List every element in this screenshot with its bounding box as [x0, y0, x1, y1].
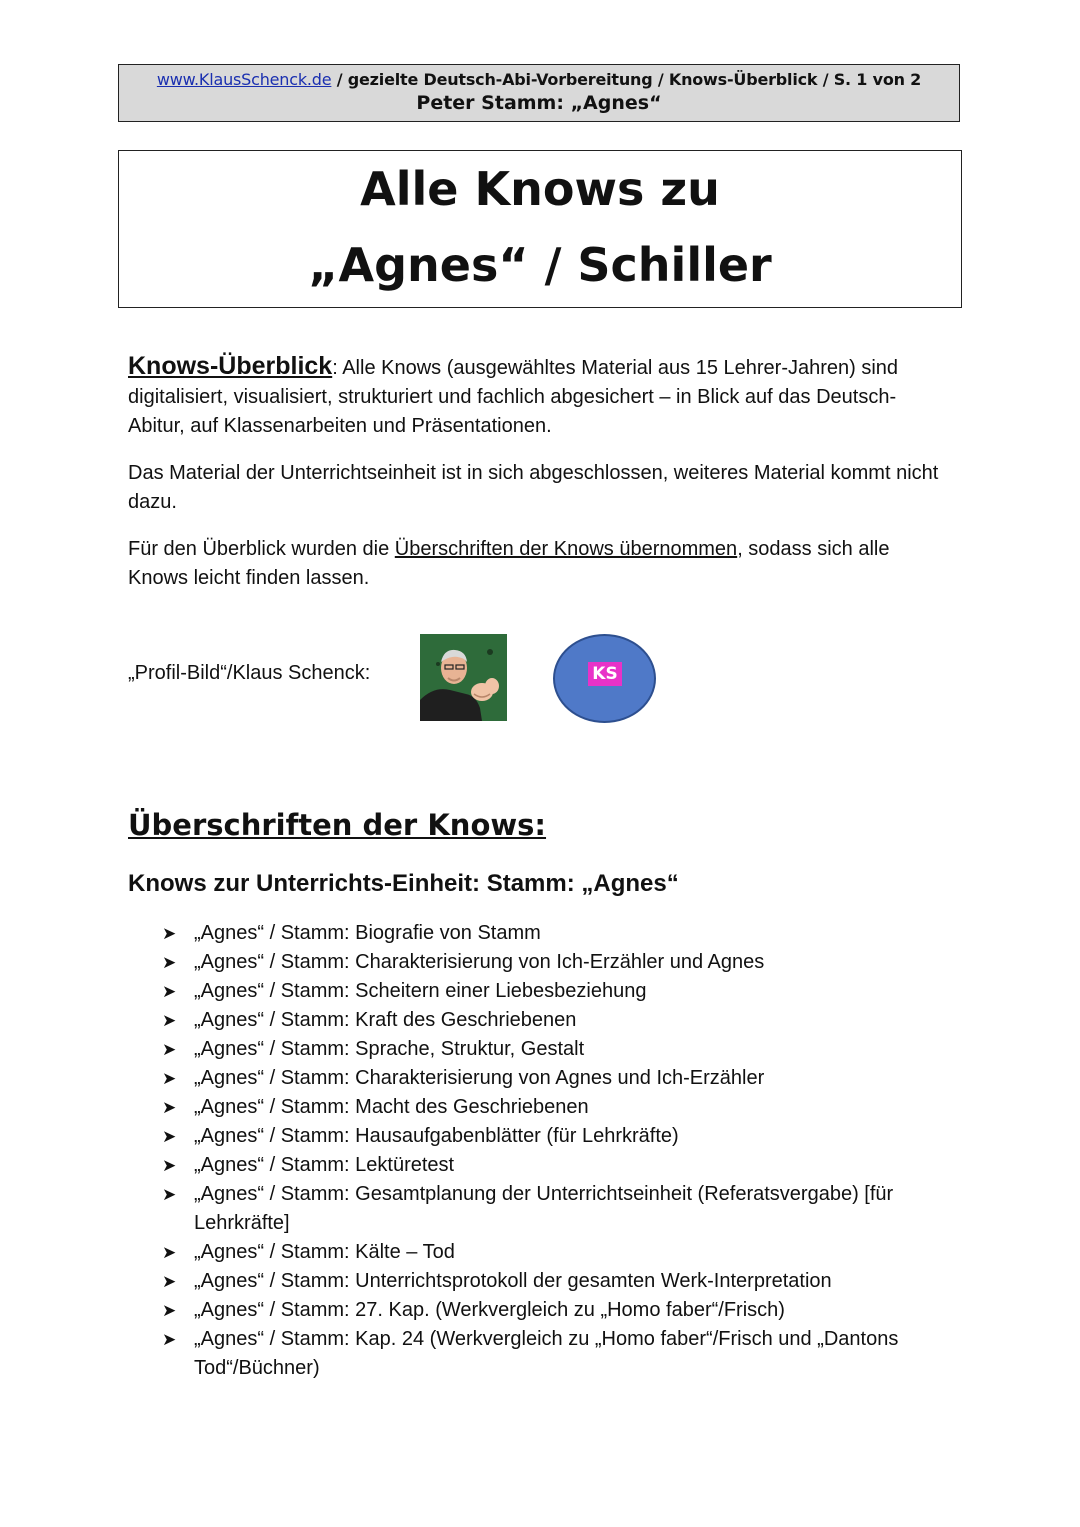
arrowhead-bullet-icon: ➤: [162, 924, 177, 943]
list-item-text: „Agnes“ / Stamm: Gesamtplanung der Unterrichtseinheit (Referatsvergabe) [für Lehrkräfte]: [194, 1183, 894, 1234]
title-line-2: „Agnes“ / Schiller: [308, 238, 772, 292]
arrowhead-bullet-icon: ➤: [162, 1330, 177, 1349]
list-item: [160, 919, 950, 948]
list-item-text: „Agnes“ / Stamm: Kap. 24 (Werkvergleich zu „Homo faber“/Frisch und „Dantons Tod“/Büchner): [194, 1328, 899, 1379]
arrowhead-bullet-icon: ➤: [162, 1127, 177, 1146]
header-breadcrumb: / gezielte Deutsch-Abi-Vorbereitung / Knows-Überblick / S. 1 von 2: [331, 70, 922, 89]
list-item: [160, 1093, 950, 1122]
list-item-text: „Agnes“ / Stamm: Scheitern einer Liebesbeziehung: [194, 980, 647, 1002]
list-item: [160, 977, 950, 1006]
arrowhead-bullet-icon: ➤: [162, 1069, 177, 1088]
list-item: [160, 1035, 950, 1064]
subsection-title: Knows zur Unterrichts-Einheit: Stamm: „Agnes“: [128, 870, 679, 897]
list-item-text: „Agnes“ / Stamm: Charakterisierung von Ich-Erzähler und Agnes: [194, 951, 765, 973]
arrowhead-bullet-icon: ➤: [162, 1098, 177, 1117]
intro-text-3a: Für den Überblick wurden die: [128, 538, 395, 560]
arrowhead-bullet-icon: ➤: [162, 1185, 177, 1204]
profile-photo: [420, 634, 507, 721]
section-title: Überschriften der Knows:: [128, 808, 547, 842]
intro-text-1: : Alle Knows (ausgewähltes Material aus 15 Lehrer-Jahren) sind digitalisiert, visualisiert, strukturiert und fachlich abgesichert – in Blick auf das Deutsch-Abitur, auf Klassenarbeiten und Präsentationen.: [128, 357, 899, 437]
list-item-text: „Agnes“ / Stamm: 27. Kap. (Werkvergleich zu „Homo faber“/Frisch): [194, 1299, 785, 1321]
ks-logo-badge: KS: [588, 662, 622, 686]
arrowhead-bullet-icon: ➤: [162, 1156, 177, 1175]
page-header: [118, 64, 960, 122]
list-item: [160, 1180, 950, 1238]
list-item-text: „Agnes“ / Stamm: Unterrichtsprotokoll der gesamten Werk-Interpretation: [194, 1270, 832, 1292]
list-item: [160, 1006, 950, 1035]
arrowhead-bullet-icon: ➤: [162, 953, 177, 972]
intro-label: Knows-Überblick: [128, 352, 333, 380]
header-subtitle: Peter Stamm: „Agnes“: [416, 92, 662, 114]
list-item-text: „Agnes“ / Stamm: Macht des Geschriebenen: [194, 1096, 589, 1118]
intro-paragraph-3: [128, 535, 948, 593]
profile-label: „Profil-Bild“/Klaus Schenck:: [128, 662, 371, 684]
arrowhead-bullet-icon: ➤: [162, 1011, 177, 1030]
list-item-text: „Agnes“ / Stamm: Biografie von Stamm: [194, 922, 541, 944]
intro-underlined-phrase: Überschriften der Knows übernommen: [394, 538, 738, 560]
list-item: [160, 948, 950, 977]
intro-section: [128, 352, 948, 611]
arrowhead-bullet-icon: ➤: [162, 1243, 177, 1262]
arrowhead-bullet-icon: ➤: [162, 1272, 177, 1291]
list-item-text: „Agnes“ / Stamm: Lektüretest: [194, 1154, 455, 1176]
intro-paragraph-2: Das Material der Unterrichtseinheit ist in sich abgeschlossen, weiteres Material kommt nicht dazu.: [128, 462, 939, 513]
intro-text-3b: , sodass sich alle Knows leicht finden lassen.: [128, 538, 890, 589]
list-item: [160, 1151, 950, 1180]
list-item-text: „Agnes“ / Stamm: Hausaufgabenblätter (für Lehrkräfte): [194, 1125, 679, 1147]
list-item: [160, 1325, 950, 1383]
avatar-illustration-icon: [420, 634, 507, 721]
arrowhead-bullet-icon: ➤: [162, 1301, 177, 1320]
list-item: [160, 1238, 950, 1267]
list-item: [160, 1267, 950, 1296]
list-item-text: „Agnes“ / Stamm: Charakterisierung von Agnes und Ich-Erzähler: [194, 1067, 765, 1089]
list-item-text: „Agnes“ / Stamm: Kälte – Tod: [194, 1241, 455, 1263]
title-box: [118, 150, 962, 308]
header-breadcrumb-line: [119, 70, 959, 89]
arrowhead-bullet-icon: ➤: [162, 982, 177, 1001]
intro-paragraph-1: [128, 352, 948, 441]
list-item: [160, 1122, 950, 1151]
list-item-text: „Agnes“ / Stamm: Kraft des Geschriebenen: [194, 1009, 577, 1031]
arrowhead-bullet-icon: ➤: [162, 1040, 177, 1059]
list-item-text: „Agnes“ / Stamm: Sprache, Struktur, Gestalt: [194, 1038, 585, 1060]
list-item: [160, 1064, 950, 1093]
list-item: [160, 1296, 950, 1325]
website-link[interactable]: www.KlausSchenck.de: [156, 70, 332, 89]
knows-list: [160, 919, 950, 1383]
title-line-1: Alle Knows zu: [360, 162, 720, 216]
